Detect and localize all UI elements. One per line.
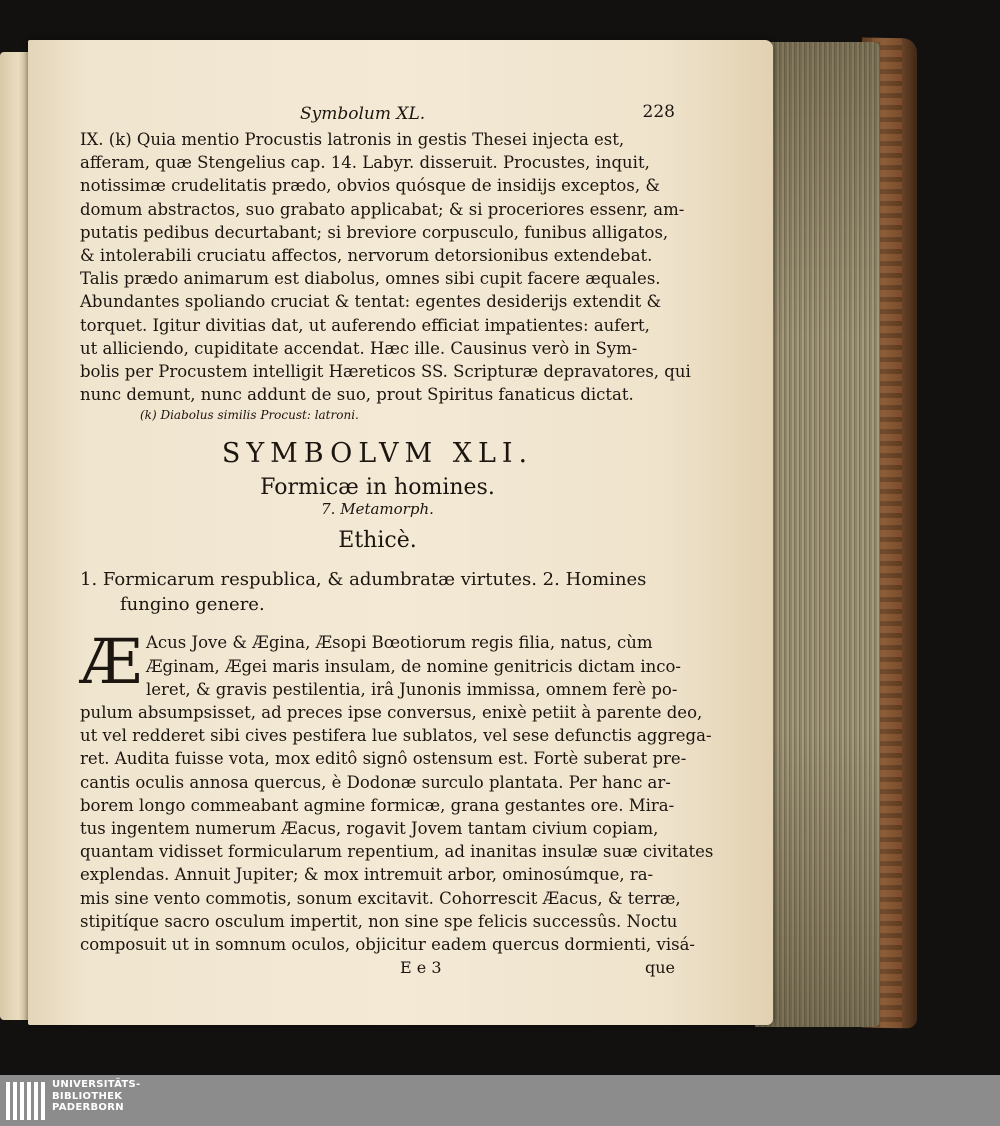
text-line: tus ingentem numerum Æacus, rogavit Jovem tantam civium copiam, xyxy=(80,819,659,839)
text-line: IX. (k) Quia mentio Procustis latronis in gestis Thesei injecta est, xyxy=(80,130,625,149)
text-line: Talis prædo animarum est diabolus, omnes sibi cupit facere æquales. xyxy=(80,269,661,289)
library-name xyxy=(52,1079,141,1114)
drop-cap: Æ xyxy=(80,625,143,699)
library-name-line: BIBLIOTHEK xyxy=(52,1090,123,1102)
text-line: torquet. Igitur divitias dat, ut auferendo efficiat impatientes: aufert, xyxy=(80,315,650,335)
text-line: Æginam, Ægei maris insulam, de nomine genitricis dictam inco- xyxy=(146,656,681,676)
catchword: que xyxy=(644,958,675,978)
text-line: bolis per Procustem intelligit Hæreticos SS. Scripturæ depravatores, qui xyxy=(80,362,691,382)
page-number: 228 xyxy=(642,102,675,122)
summary xyxy=(80,567,675,617)
text-line: ret. Audita fuisse vota, mox editô signô ostensum est. Fortè suberat pre- xyxy=(80,749,687,769)
left-page-edge xyxy=(0,52,30,1020)
symbol-title: SYMBOLVM XLI. xyxy=(221,438,534,470)
page-edges xyxy=(755,42,880,1027)
text-line: ut alliciendo, cupiditate accendat. Hæc ille. Causinus verò in Sym- xyxy=(80,338,638,358)
text-line: afferam, quæ Stengelius cap. 14. Labyr. disseruit. Procustes, inquit, xyxy=(80,153,650,173)
source-reference: 7. Metamorph. xyxy=(321,500,434,519)
library-name-line: PADERBORN xyxy=(52,1102,124,1113)
library-footer xyxy=(0,1075,1000,1126)
summary-line: 1. Formicarum respublica, & adumbratæ virtutes. 2. Homines xyxy=(80,569,647,591)
running-title: Symbolum XL. xyxy=(300,104,426,124)
text-line: leret, & gravis pestilentia, irâ Junonis immissa, omnem ferè po- xyxy=(146,679,678,699)
text-line: mis sine vento commotis, sonum excitavit. Cohorrescit Æacus, & terræ, xyxy=(80,888,681,908)
signature-line xyxy=(80,958,675,982)
section-heading: Ethicè. xyxy=(338,528,417,554)
text-line: stipitíque sacro osculum impertit, non sine spe felicis successûs. Noctu xyxy=(80,911,678,931)
text-line: Abundantes spoliando cruciat & tentat: egentes desiderijs extendit & xyxy=(80,292,662,312)
text-line: quantam vidisset formicularum repentium, ad inanitas insulæ suæ civitates xyxy=(80,842,714,862)
text-line: putatis pedibus decurtabant; si breviore corpusculo, funibus alligatos, xyxy=(80,222,669,242)
text-line: & intolerabili cruciatu affectos, nervorum detorsionibus extendebat. xyxy=(80,246,653,266)
library-name-line: UNIVERSITÄTS- xyxy=(52,1079,141,1090)
text-line: notissimæ crudelitatis prædo, obvios quósque de insidijs exceptos, & xyxy=(80,176,661,196)
text-line: nunc demunt, nunc addunt de suo, prout Spiritus fanaticus dictat. xyxy=(80,385,634,405)
text-line: Acus Jove & Ægina, Æsopi Bœotiorum regis filia, natus, cùm xyxy=(146,633,653,653)
text-line: ut vel redderet sibi cives pestifera lue sublatos, vel sese defunctis aggrega- xyxy=(80,726,712,746)
running-head xyxy=(80,100,675,128)
page-text xyxy=(80,100,714,982)
summary-line: fungino genere. xyxy=(120,594,265,616)
text-line: composuit ut in somnum oculos, objicitur eadem quercus dormienti, visá- xyxy=(80,935,695,955)
body-text xyxy=(80,625,714,956)
signature-mark: E e 3 xyxy=(400,958,442,978)
footnote: (k) Diabolus similis Procust: latroni. xyxy=(140,408,359,423)
symbol-subtitle: Formicæ in homines. xyxy=(260,475,495,501)
text-line: explendas. Annuit Jupiter; & mox intremuit arbor, ominosúmque, ra- xyxy=(80,865,654,885)
text-line: domum abstractos, suo grabato applicabat; & si proceriores essenr, am- xyxy=(80,199,685,219)
library-logo-icon xyxy=(6,1082,46,1120)
text-line: pulum absumpsisset, ad preces ipse conversus, enixè petiit à parente deo, xyxy=(80,703,703,723)
text-line: borem longo commeabant agmine formicæ, grana gestantes ore. Mira- xyxy=(80,795,675,815)
text-line: cantis oculis annosa quercus, è Dodonæ surculo plantata. Per hanc ar- xyxy=(80,772,671,792)
paragraph-ix xyxy=(80,128,691,406)
